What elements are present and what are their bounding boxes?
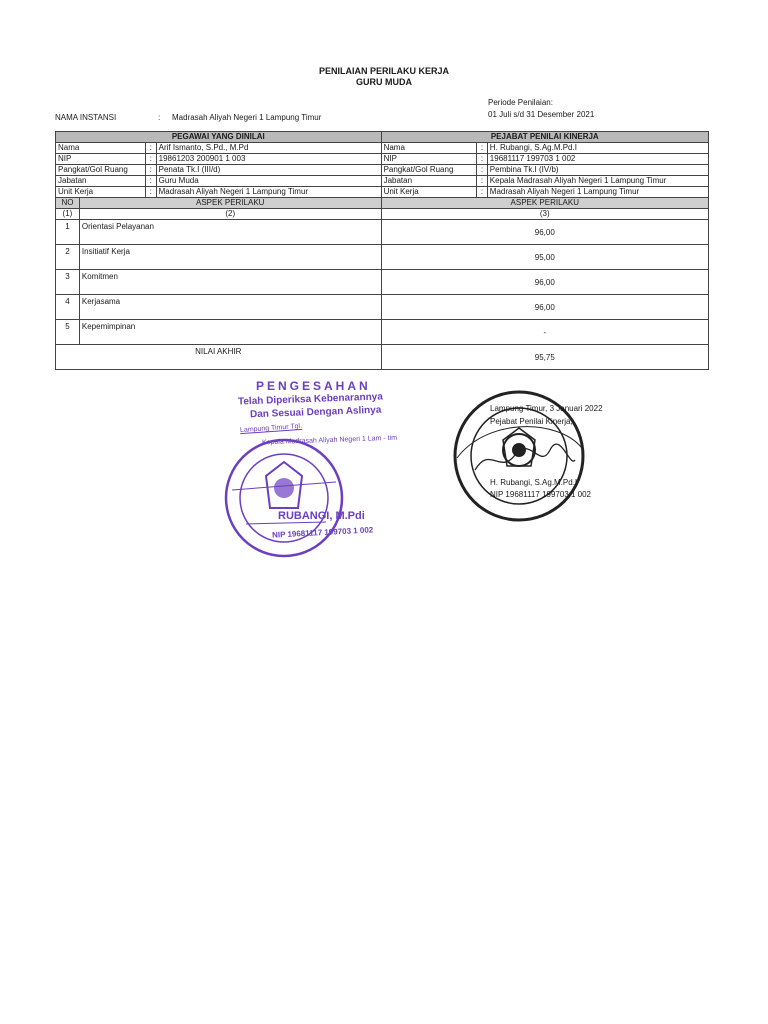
signature-nip: NIP 19681117 199703 1 002 xyxy=(490,490,591,499)
pegawai-field-label: Pangkat/Gol Ruang xyxy=(56,165,146,176)
pegawai-field-value: Arif Ismanto, S.Pd., M.Pd xyxy=(156,143,381,154)
pengesahan-nip: NIP 19681117 199703 1 002 xyxy=(271,525,374,540)
row-no: 1 xyxy=(56,220,80,245)
nilai-akhir-label: NILAI AKHIR xyxy=(56,345,382,370)
col-index-2: (2) xyxy=(79,209,381,220)
row-nilai: 95,00 xyxy=(381,245,708,270)
pegawai-field-label: Nama xyxy=(56,143,146,154)
document-subtitle: GURU MUDA xyxy=(356,77,412,87)
table-row xyxy=(56,270,709,295)
row-no: 2 xyxy=(56,245,80,270)
identity-row xyxy=(56,165,709,176)
instansi-separator: : xyxy=(158,113,161,122)
pegawai-field-value: Penata Tk.I (III/d) xyxy=(156,165,381,176)
signature-name: H. Rubangi, S.Ag.M.Pd.I xyxy=(490,478,578,487)
field-separator: : xyxy=(477,187,488,198)
field-separator: : xyxy=(145,154,156,165)
pejabat-field-value: Pembina Tk.I (IV/b) xyxy=(487,165,708,176)
row-aspek: Orientasi Pelayanan xyxy=(79,220,381,245)
pegawai-field-label: Unit Kerja xyxy=(56,187,146,198)
table-row xyxy=(56,320,709,345)
identity-row xyxy=(56,154,709,165)
row-nilai: - xyxy=(381,320,708,345)
pejabat-field-value: H. Rubangi, S.Ag.M.Pd.I xyxy=(487,143,708,154)
pejabat-field-label: Pangkat/Gol Ruang xyxy=(381,165,477,176)
col-no-header: NO xyxy=(56,198,80,209)
table-row xyxy=(56,220,709,245)
pejabat-field-label: NIP xyxy=(381,154,477,165)
pejabat-field-label: Nama xyxy=(381,143,477,154)
identity-row xyxy=(56,176,709,187)
field-separator: : xyxy=(477,143,488,154)
pegawai-field-value: Madrasah Aliyah Negeri 1 Lampung Timur xyxy=(156,187,381,198)
field-separator: : xyxy=(477,176,488,187)
pejabat-field-value: Madrasah Aliyah Negeri 1 Lampung Timur xyxy=(487,187,708,198)
pengesahan-line-1: Telah Diperiksa Kebenarannya xyxy=(237,391,384,408)
periode-label: Periode Penilaian: xyxy=(488,98,553,107)
table-row xyxy=(56,295,709,320)
row-no: 4 xyxy=(56,295,80,320)
nilai-akhir-value: 95,75 xyxy=(381,345,708,370)
pejabat-heading: PEJABAT PENILAI KINERJA xyxy=(381,132,708,143)
row-aspek: Kepemimpinan xyxy=(79,320,381,345)
col-index-1: (1) xyxy=(56,209,80,220)
nilai-akhir-row xyxy=(56,345,709,370)
signature-place-date: Lampung Timur, 3 Januari 2022 xyxy=(490,404,603,413)
pejabat-field-label: Unit Kerja xyxy=(381,187,477,198)
document-title: PENILAIAN PERILAKU KERJA xyxy=(318,66,449,76)
instansi-value: Madrasah Aliyah Negeri 1 Lampung Timur xyxy=(172,113,322,122)
pegawai-field-label: Jabatan xyxy=(56,176,146,187)
pengesahan-title: PENGESAHAN xyxy=(256,379,371,393)
pengesahan-line-4: Kepala Madrasah Aliyah Negeri 1 Lam - tim xyxy=(261,434,398,447)
pegawai-field-label: NIP xyxy=(56,154,146,165)
pegawai-field-value: 19861203 200901 1 003 xyxy=(156,154,381,165)
row-nilai: 96,00 xyxy=(381,220,708,245)
field-separator: : xyxy=(145,143,156,154)
row-nilai: 96,00 xyxy=(381,295,708,320)
row-aspek: Kerjasama xyxy=(79,295,381,320)
periode-value: 01 Juli s/d 31 Desember 2021 xyxy=(488,110,595,119)
col-index-3: (3) xyxy=(381,209,708,220)
identity-row xyxy=(56,187,709,198)
identity-row xyxy=(56,143,709,154)
row-no: 5 xyxy=(56,320,80,345)
field-separator: : xyxy=(145,176,156,187)
row-aspek: Insitiatif Kerja xyxy=(79,245,381,270)
instansi-label: NAMA INSTANSI xyxy=(55,113,117,122)
penilaian-table xyxy=(55,131,709,370)
pegawai-field-value: Guru Muda xyxy=(156,176,381,187)
col-nilai-header: ASPEK PERILAKU xyxy=(381,198,708,209)
row-aspek: Komitmen xyxy=(79,270,381,295)
table-row xyxy=(56,245,709,270)
signature-role: Pejabat Penilai Kinerja, xyxy=(490,417,573,426)
field-separator: : xyxy=(145,165,156,176)
pengesahan-line-2: Dan Sesuai Dengan Aslinya xyxy=(249,404,382,421)
col-aspek-header: ASPEK PERILAKU xyxy=(79,198,381,209)
row-no: 3 xyxy=(56,270,80,295)
pejabat-field-label: Jabatan xyxy=(381,176,477,187)
pejabat-field-value: 19681117 199703 1 002 xyxy=(487,154,708,165)
handwritten-signature xyxy=(470,440,580,480)
pegawai-heading: PEGAWAI YANG DINILAI xyxy=(56,132,382,143)
pejabat-field-value: Kepala Madrasah Aliyah Negeri 1 Lampung Timur xyxy=(487,176,708,187)
field-separator: : xyxy=(477,154,488,165)
violet-official-seal xyxy=(222,438,352,563)
field-separator: : xyxy=(145,187,156,198)
row-nilai: 96,00 xyxy=(381,270,708,295)
pengesahan-line-3: Lampung Timur Tgl. xyxy=(239,422,303,435)
field-separator: : xyxy=(477,165,488,176)
pengesahan-name: RUBANGI, M.Pdi xyxy=(278,510,365,522)
